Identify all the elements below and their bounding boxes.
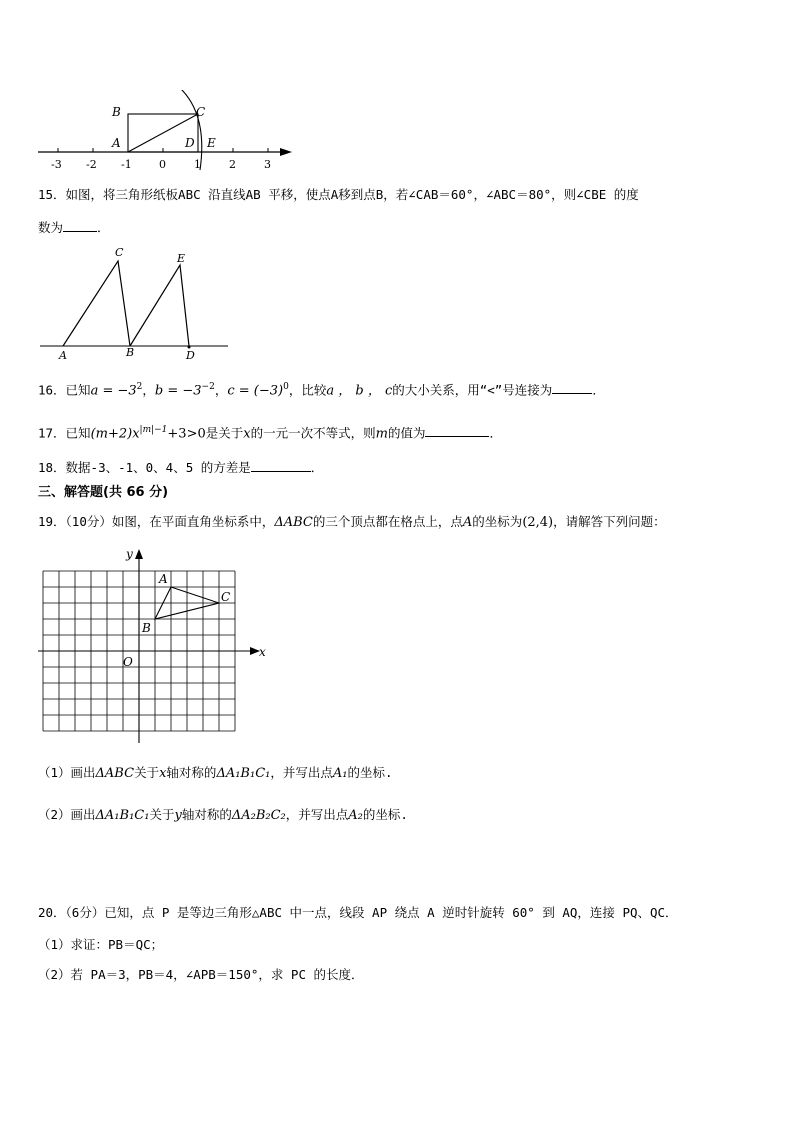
q15-line1: 15．如图，将三角形纸板ABC 沿直线AB 平移，使点A移到点B，若∠CAB＝60°，∠ABC＝80°，则∠CBE 的度 — [38, 187, 639, 202]
nl-tick-label: 3 — [264, 158, 271, 171]
section-title: 三、解答题(共 66 分) — [38, 485, 169, 500]
q15-answer-blank — [63, 218, 97, 232]
q17-answer-blank — [425, 423, 489, 437]
q15-label-a: A — [59, 349, 67, 362]
nl-tick-label: -3 — [51, 158, 62, 171]
q20-line3: （2）若 PA＝3，PB＝4，∠APB＝150°，求 PC 的长度． — [38, 967, 364, 982]
q15-label-b: B — [126, 346, 135, 359]
nl-label-b: B — [112, 105, 121, 119]
nl-tick-label: 1 — [194, 158, 201, 171]
grid-label-y: y — [126, 547, 133, 561]
nl-tick-label: 0 — [159, 158, 166, 171]
nl-tick-label: 2 — [229, 158, 236, 171]
nl-label-c: C — [196, 105, 206, 119]
q17-line: 17．已知$(m+2)x^{|m|-1}+3>0$是关于x的一元一次不等式，则m的值为 ． — [38, 425, 502, 442]
grid-label-a: A — [159, 572, 168, 586]
q15-label-d: D — [186, 349, 195, 362]
q19-sub1: （1）画出ΔABC关于x轴对称的ΔA₁B₁C₁，并写出点A₁的坐标. — [38, 765, 393, 781]
q15-label-e: E — [177, 252, 186, 265]
q18-line: 18．数据-3、-1、0、4、5 的方差是 ． — [38, 460, 324, 475]
q20-line2: （1）求证：PB＝QC； — [38, 937, 164, 952]
translation-triangle-figure — [38, 243, 233, 363]
nl-label-a: A — [112, 136, 121, 150]
grid-label-x: x — [259, 645, 266, 659]
q19-sub2: （2）画出ΔA₁B₁C₁关于y轴对称的ΔA₂B₂C₂，并写出点A₂的坐标. — [38, 807, 408, 823]
number-line-figure — [30, 90, 300, 175]
q20-line1: 20．（6分）已知，点 P 是等边三角形△ABC 中一点，线段 AP 绕点 A 逆时针旋转 60° 到 AQ，连接 PQ、QC． — [38, 905, 678, 920]
q16-answer-blank — [552, 380, 592, 394]
q15-line2: 数为 ． — [38, 220, 110, 235]
nl-label-d: D — [185, 136, 195, 150]
grid-label-b: B — [142, 621, 151, 635]
coordinate-grid-figure — [38, 545, 273, 745]
q18-answer-blank — [251, 458, 311, 472]
q19-line: 19．（10分）如图，在平面直角坐标系中，ΔABC的三个顶点都在格点上，点A的坐标为(2,4)，请解答下列问题： — [38, 514, 666, 530]
q15-label-c: C — [115, 246, 124, 259]
nl-tick-label: -2 — [86, 158, 97, 171]
grid-label-c: C — [221, 590, 231, 604]
q16-line: 16．已知$a = -3^2$，$b = -3^{-2}$，$c = (-3)^0$，比较a ， b ， c的大小关系，用“<”号连接为 ． — [38, 382, 605, 399]
nl-tick-label: -1 — [121, 158, 132, 171]
nl-label-e: E — [207, 136, 216, 150]
grid-label-o: O — [123, 655, 133, 669]
